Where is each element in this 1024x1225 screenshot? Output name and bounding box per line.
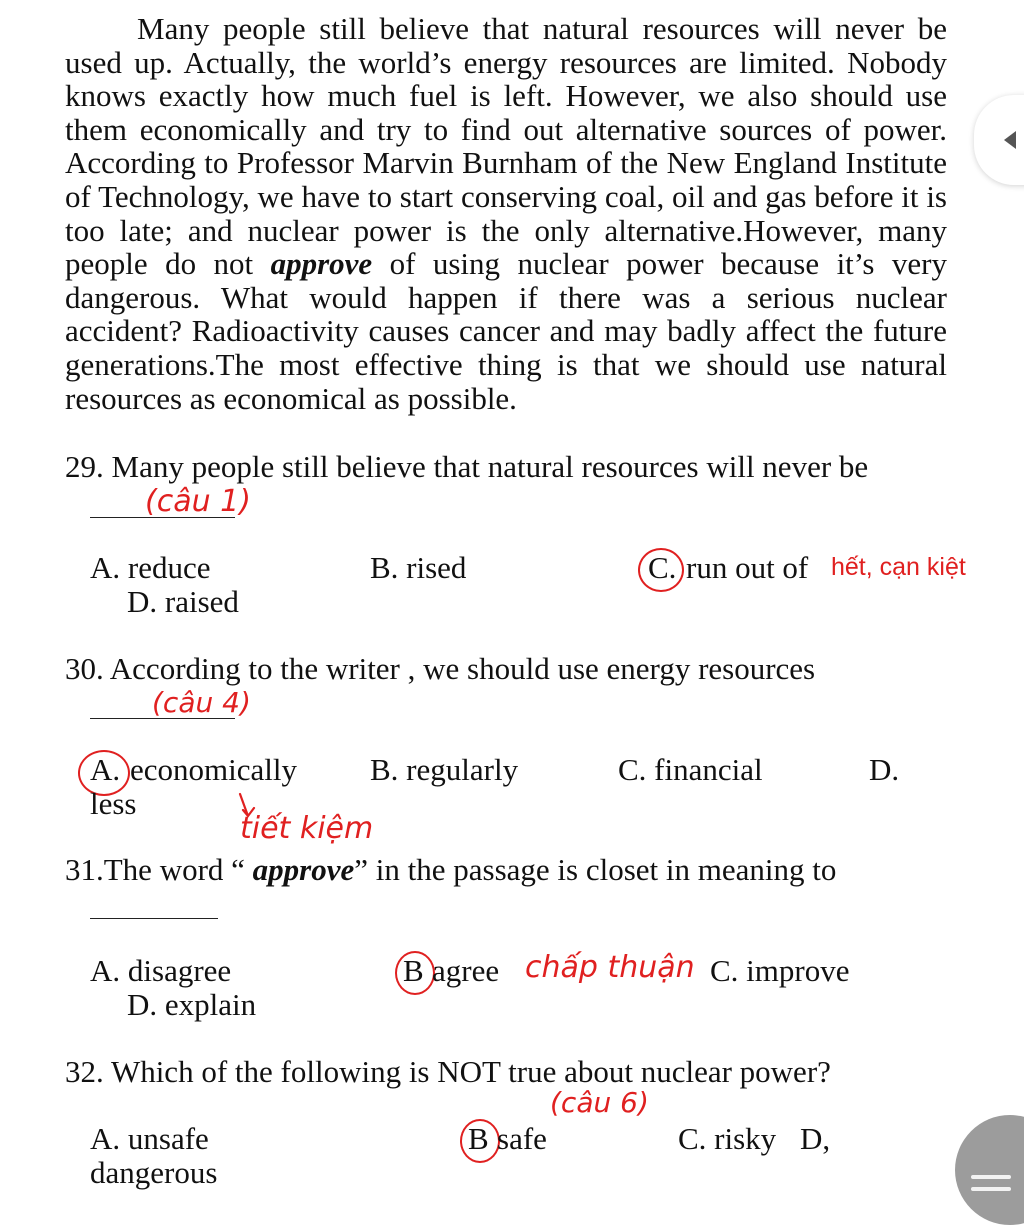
option-b-text: agree	[432, 953, 500, 988]
option-d-text: less	[90, 786, 137, 821]
option-b: B. regularly	[370, 752, 519, 787]
translation-note: tiết kiệm	[240, 811, 374, 846]
option-c: C. risky	[678, 1121, 777, 1156]
option-d-label: D,	[800, 1121, 831, 1156]
stem-text: ” in the passage is closet in meaning to	[354, 852, 837, 887]
chevron-left-icon	[1004, 131, 1016, 149]
option-d: D. raised	[127, 584, 239, 619]
passage-emphasis-word: approve	[270, 246, 373, 282]
handwritten-note: (câu 4)	[152, 686, 251, 719]
option-b-text: safe	[497, 1121, 547, 1156]
option-c: C. improve	[710, 953, 850, 988]
passage-text-1: Many people still believe that natural resources will never be used up. Actually, the world’s energy resources are limited. Nobody knows exactly how much fuel is left. However, we also should use them economically and try to find out alternative sources of power. According to Professor Marvin Burnham of the New England Institute of Technology, we have to start conserving coal, oil and gas before it is too late; and nuclear power is the only alternative.However, many people do not	[65, 11, 947, 282]
translation-note: chấp thuận	[525, 950, 695, 985]
option-a-label: A.	[90, 752, 121, 787]
option-c-text: run out of	[686, 550, 809, 585]
option-b-label: B	[468, 1121, 489, 1156]
question-31-stem	[65, 853, 836, 887]
handwritten-note: (câu 6)	[550, 1086, 649, 1119]
option-d-label: D.	[869, 752, 900, 787]
question-29-stem: 29. Many people still believe that natural resources will never be	[65, 449, 869, 484]
passage-text-2: of using nuclear power because it’s very dangerous. What would happen if there was a serious nuclear accident? Radioactivity causes cancer and may badly affect the future generations.The most effective thing is that we should use natural resources as economical as possible.	[65, 246, 947, 416]
option-d: D. explain	[127, 987, 257, 1022]
option-d-text: dangerous	[90, 1155, 218, 1190]
option-a-text: economically	[130, 752, 297, 787]
option-a: A. unsafe	[90, 1121, 209, 1156]
option-b-label: B	[403, 953, 424, 988]
option-a: A. disagree	[90, 953, 232, 988]
menu-icon	[971, 1175, 1011, 1179]
menu-icon	[971, 1187, 1011, 1191]
question-30-stem: 30. According to the writer , we should use energy resources	[65, 651, 816, 686]
stem-emphasis-word: approve	[252, 852, 355, 887]
handwritten-note: (câu 1)	[145, 484, 251, 519]
question-32-stem: 32. Which of the following is NOT true about nuclear power?	[65, 1054, 831, 1089]
answer-blank	[90, 918, 218, 919]
stem-text: 31.The word “	[65, 852, 253, 887]
translation-note: hết, cạn kiệt	[831, 553, 966, 581]
reading-passage	[65, 12, 947, 415]
option-b: B. rised	[370, 550, 467, 585]
collapse-panel-button[interactable]	[974, 95, 1024, 185]
option-c-label: C.	[648, 550, 677, 585]
menu-button[interactable]	[955, 1115, 1024, 1225]
option-a: A. reduce	[90, 550, 211, 585]
option-c: C. financial	[618, 752, 763, 787]
